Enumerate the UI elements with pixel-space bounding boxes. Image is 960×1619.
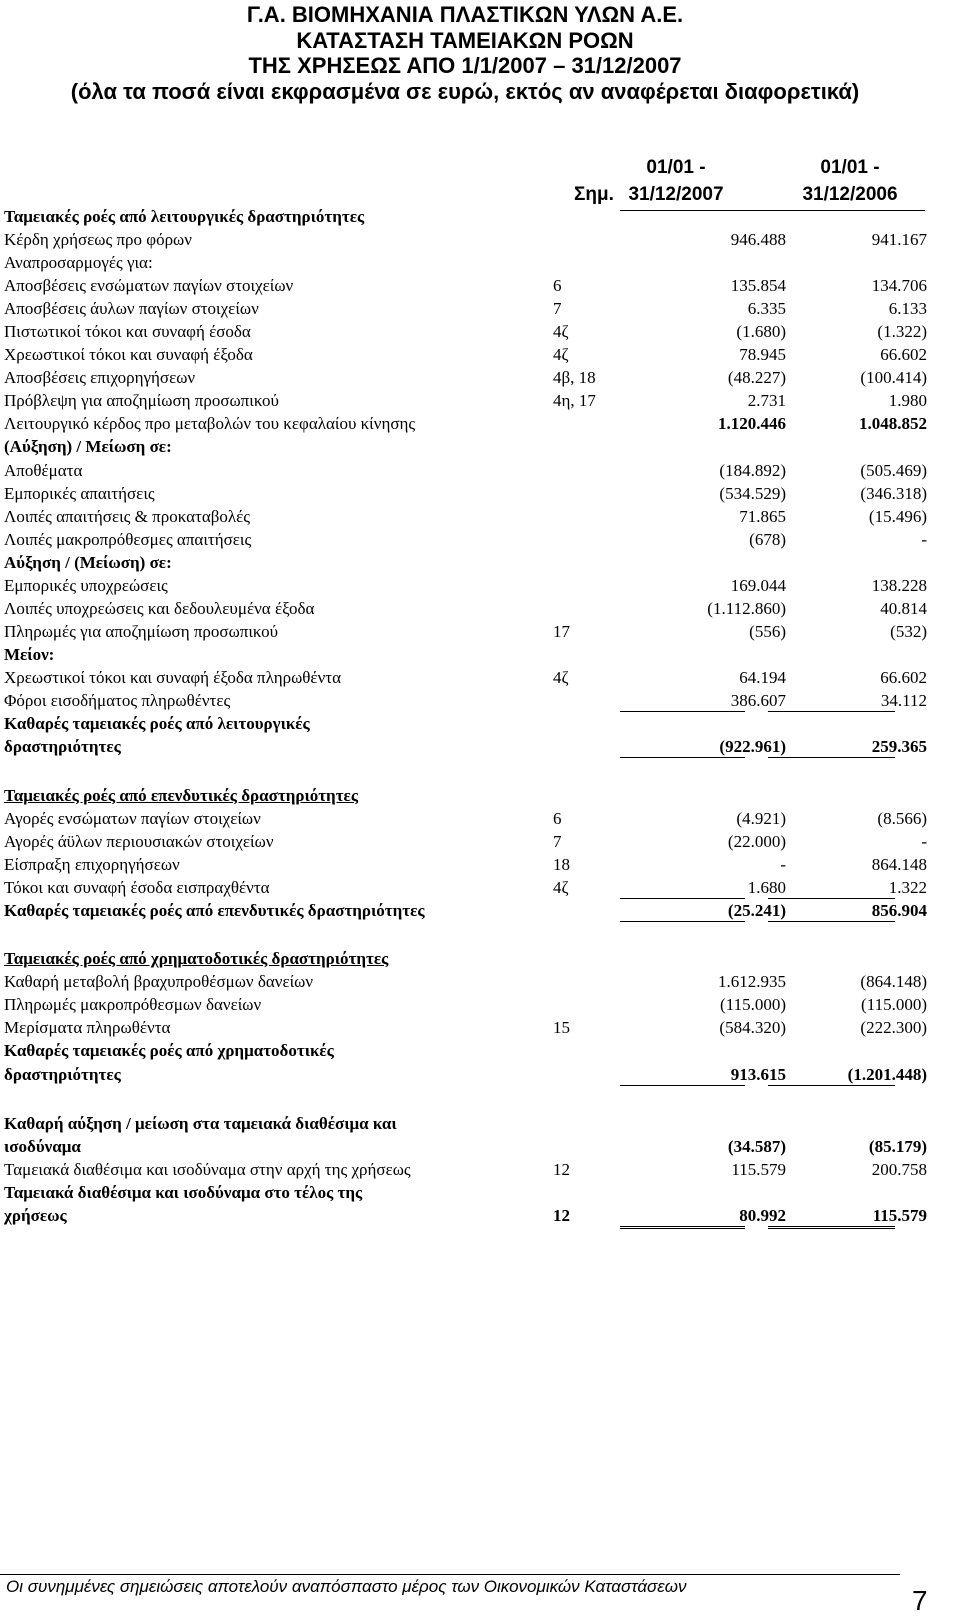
column-header-note: Σημ.: [574, 184, 614, 205]
table-row: [4, 459, 927, 482]
table-row: [4, 1181, 924, 1204]
row-value-2007: (1.680): [736, 322, 786, 341]
table-row: [4, 712, 924, 735]
row-note: 4ζ: [553, 345, 569, 364]
row-label: Ταμειακά διαθέσιμα και ισοδύναμα στην αρχή της χρήσεως: [4, 1160, 411, 1179]
row-value-2006: 134.706: [871, 276, 927, 295]
table-row: [4, 435, 924, 458]
row-label: ισοδύναμα: [4, 1137, 81, 1156]
row-value-2006: 1.322: [888, 878, 927, 897]
column-header-2007-bottom: 31/12/2007: [628, 184, 724, 205]
row-note: 15: [553, 1018, 570, 1037]
row-value-2007: 64.194: [739, 668, 786, 687]
table-row: [4, 551, 924, 574]
row-value-2007: 913.615: [730, 1065, 786, 1084]
row-label: Ταμειακές ροές από χρηματοδοτικές δραστηριότητες: [4, 949, 389, 968]
row-note: 4ζ: [553, 668, 569, 687]
row-label: Εμπορικές απαιτήσεις: [4, 484, 155, 503]
row-label: Αποσβέσεις επιχορηγήσεων: [4, 368, 196, 387]
row-value-2007: (1.112.860): [707, 599, 786, 618]
row-label: Καθαρή μεταβολή βραχυπροθέσμων δανείων: [4, 972, 314, 991]
row-value-2006: 6.133: [888, 299, 927, 318]
table-row: [4, 830, 927, 853]
row-label: Αγορές ενσώματων παγίων στοιχείων: [4, 809, 261, 828]
table-row: [4, 297, 927, 320]
total-double-rule: [768, 1226, 895, 1229]
footer-rule: [0, 1574, 900, 1575]
table-row: [4, 274, 927, 297]
table-row: [4, 205, 924, 228]
table-row: [4, 597, 927, 620]
row-label: Τόκοι και συναφή έσοδα εισπραχθέντα: [4, 878, 270, 897]
row-value-2007: (25.241): [727, 901, 786, 920]
row-value-2007: 71.865: [739, 507, 786, 526]
row-value-2006: (1.322): [877, 322, 927, 341]
row-value-2006: 115.579: [872, 1206, 927, 1225]
table-row: [4, 899, 927, 922]
subtotal-rule: [768, 757, 895, 758]
row-label: δραστηριότητες: [4, 1065, 121, 1084]
row-value-2007: (556): [749, 622, 786, 641]
total-double-rule: [620, 1226, 745, 1229]
row-label: Χρεωστικοί τόκοι και συναφή έξοδα: [4, 345, 253, 364]
row-note: 12: [553, 1206, 570, 1225]
table-row: [4, 251, 924, 274]
row-note: 12: [553, 1160, 570, 1179]
subtotal-rule: [768, 1085, 895, 1086]
subtotal-rule: [768, 921, 895, 922]
row-value-2007: 946.488: [730, 230, 786, 249]
row-value-2007: 135.854: [730, 276, 786, 295]
row-value-2006: (505.469): [860, 461, 927, 480]
row-value-2006: -: [921, 530, 927, 549]
row-value-2006: (15.496): [868, 507, 927, 526]
row-value-2006: (532): [890, 622, 927, 641]
table-row: [4, 666, 927, 689]
row-label: Λοιπές υποχρεώσεις και δεδουλευμένα έξοδα: [4, 599, 315, 618]
row-value-2007: (584.320): [719, 1018, 786, 1037]
row-value-2006: (115.000): [861, 995, 927, 1014]
row-value-2006: (222.300): [860, 1018, 927, 1037]
row-note: 4η, 17: [553, 391, 596, 410]
table-row: [4, 620, 927, 643]
row-label: Αγορές άϋλων περιουσιακών στοιχείων: [4, 832, 274, 851]
currency-note: (όλα τα ποσά είναι εκφρασμένα σε ευρώ, εκτός αν αναφέρεται διαφορετικά): [70, 78, 860, 104]
row-note: 4β, 18: [553, 368, 596, 387]
row-value-2007: (184.892): [719, 461, 786, 480]
table-row: [4, 1063, 927, 1086]
column-header-2006-top: 01/01 -: [820, 157, 880, 178]
row-label: (Αύξηση) / Μείωση σε:: [4, 437, 172, 456]
row-value-2007: 2.731: [747, 391, 786, 410]
row-value-2006: 40.814: [880, 599, 927, 618]
row-value-2006: 941.167: [871, 230, 927, 249]
row-value-2007: 1.680: [747, 878, 786, 897]
table-row: [4, 689, 927, 712]
company-name: Γ.Α. ΒΙΟΜΗΧΑΝΙΑ ΠΛΑΣΤΙΚΩΝ ΥΛΩΝ Α.Ε.: [246, 2, 684, 27]
row-value-2007: 1.120.446: [718, 414, 786, 433]
row-value-2006: -: [921, 832, 927, 851]
row-label: χρήσεως: [4, 1206, 67, 1225]
table-row: [4, 343, 927, 366]
table-row: [4, 735, 927, 758]
table-row: [4, 853, 927, 876]
row-note: 17: [553, 622, 570, 641]
row-value-2006: 259.365: [871, 737, 927, 756]
table-row: [4, 1112, 924, 1135]
table-row: [4, 643, 924, 666]
row-label: δραστηριότητες: [4, 737, 121, 756]
row-value-2006: (85.179): [868, 1137, 927, 1156]
row-value-2006: 66.602: [880, 668, 927, 687]
row-value-2006: 864.148: [871, 855, 927, 874]
row-label: Πληρωμές μακροπρόθεσμων δανείων: [4, 995, 262, 1014]
subtotal-rule: [620, 921, 745, 922]
page-number: 7: [912, 1585, 928, 1616]
row-label: Καθαρή αύξηση / μείωση στα ταμειακά διαθέσιμα και: [4, 1114, 397, 1133]
row-note: 6: [553, 809, 562, 828]
row-value-2007: -: [780, 855, 786, 874]
row-value-2007: 169.044: [730, 576, 786, 595]
row-note: 4ζ: [553, 878, 569, 897]
row-label: Ταμειακά διαθέσιμα και ισοδύναμα στο τέλος της: [4, 1183, 363, 1202]
row-value-2007: (115.000): [720, 995, 786, 1014]
row-note: 7: [553, 832, 562, 851]
row-note: 6: [553, 276, 562, 295]
row-value-2006: (100.414): [860, 368, 927, 387]
column-header-2007-top: 01/01 -: [646, 157, 706, 178]
row-value-2007: (4.921): [736, 809, 786, 828]
row-value-2006: 856.904: [871, 901, 927, 920]
column-header-2006-bottom: 31/12/2006: [802, 184, 898, 205]
row-note: 4ζ: [553, 322, 569, 341]
statement-title: ΚΑΤΑΣΤΑΣΗ ΤΑΜΕΙΑΚΩΝ ΡΟΩΝ: [296, 27, 634, 53]
row-value-2007: (22.000): [727, 832, 786, 851]
table-row: [4, 482, 927, 505]
row-label: Πρόβλεψη για αποζημίωση προσωπικού: [4, 391, 279, 410]
row-label: Μερίσματα πληρωθέντα: [4, 1018, 171, 1037]
row-note: 18: [553, 855, 570, 874]
table-row: [4, 320, 927, 343]
row-value-2006: 66.602: [880, 345, 927, 364]
row-value-2007: (34.587): [727, 1137, 786, 1156]
table-row: [4, 970, 927, 993]
table-row: [4, 528, 927, 551]
row-label: Αποσβέσεις ενσώματων παγίων στοιχείων: [4, 276, 294, 295]
row-value-2006: (8.566): [877, 809, 927, 828]
row-label: Καθαρές ταμειακές ροές από λειτουργικές: [4, 714, 310, 733]
row-value-2006: 1.980: [888, 391, 927, 410]
table-row: [4, 1204, 927, 1227]
row-label: Ταμειακές ροές από λειτουργικές δραστηριότητες: [4, 207, 365, 226]
table-row: [4, 1039, 924, 1062]
row-label: Λοιπές μακροπρόθεσμες απαιτήσεις: [4, 530, 252, 549]
row-value-2007: (922.961): [719, 737, 786, 756]
row-label: Αναπροσαρμογές για:: [4, 253, 153, 272]
row-value-2006: (1.201.448): [847, 1065, 927, 1084]
row-value-2007: (48.227): [727, 368, 786, 387]
row-label: Αύξηση / (Μείωση) σε:: [4, 553, 172, 572]
table-row: [4, 807, 927, 830]
table-row: [4, 228, 927, 251]
row-label: Λοιπές απαιτήσεις & προκαταβολές: [4, 507, 251, 526]
row-label: Φόροι εισοδήματος πληρωθέντες: [4, 691, 231, 710]
table-row: [4, 412, 927, 435]
row-value-2007: 386.607: [730, 691, 786, 710]
row-value-2006: 1.048.852: [859, 414, 927, 433]
row-label: Μείον:: [4, 645, 55, 664]
row-value-2007: (534.529): [719, 484, 786, 503]
footer-note: Οι συνημμένες σημειώσεις αποτελούν αναπόσπαστο μέρος των Οικονομικών Καταστάσεων: [6, 1577, 687, 1596]
row-value-2007: 78.945: [739, 345, 786, 364]
row-value-2006: 138.228: [871, 576, 927, 595]
table-row: [4, 389, 927, 412]
row-value-2007: 6.335: [747, 299, 786, 318]
row-label: Εμπορικές υποχρεώσεις: [4, 576, 168, 595]
subtotal-rule: [620, 1085, 745, 1086]
table-row: [4, 1158, 927, 1181]
row-label: Καθαρές ταμειακές ροές από επενδυτικές δραστηριότητες: [4, 901, 425, 920]
row-label: Αποσβέσεις άυλων παγίων στοιχείων: [4, 299, 259, 318]
table-row: [4, 1016, 927, 1039]
table-row: [4, 947, 924, 970]
row-value-2006: (346.318): [860, 484, 927, 503]
subtotal-rule: [620, 757, 745, 758]
table-row: [4, 784, 924, 807]
table-row: [4, 993, 927, 1016]
row-label: Είσπραξη επιχορηγήσεων: [4, 855, 180, 874]
row-label: Αποθέματα: [4, 461, 83, 480]
table-row: [4, 366, 927, 389]
statement-period: ΤΗΣ ΧΡΗΣΕΩΣ ΑΠΟ 1/1/2007 – 31/12/2007: [248, 53, 682, 78]
row-label: Λειτουργικό κέρδος προ μεταβολών του κεφαλαίου κίνησης: [4, 414, 416, 433]
row-value-2007: 115.579: [731, 1160, 786, 1179]
row-value-2006: 200.758: [871, 1160, 927, 1179]
row-value-2007: 80.992: [739, 1206, 786, 1225]
row-label: Ταμειακές ροές από επενδυτικές δραστηριότητες: [4, 786, 358, 805]
row-value-2006: 34.112: [880, 691, 927, 710]
row-label: Κέρδη χρήσεως προ φόρων: [4, 230, 192, 249]
row-value-2006: (864.148): [860, 972, 927, 991]
table-row: [4, 1135, 927, 1158]
row-value-2007: 1.612.935: [718, 972, 786, 991]
table-row: [4, 876, 927, 899]
table-row: [4, 574, 927, 597]
row-note: 7: [553, 299, 562, 318]
table-row: [4, 505, 927, 528]
row-label: Χρεωστικοί τόκοι και συναφή έξοδα πληρωθέντα: [4, 668, 341, 687]
row-value-2007: (678): [749, 530, 786, 549]
row-label: Καθαρές ταμειακές ροές από χρηματοδοτικές: [4, 1041, 334, 1060]
row-label: Πληρωμές για αποζημίωση προσωπικού: [4, 622, 279, 641]
row-label: Πιστωτικοί τόκοι και συναφή έσοδα: [4, 322, 251, 341]
